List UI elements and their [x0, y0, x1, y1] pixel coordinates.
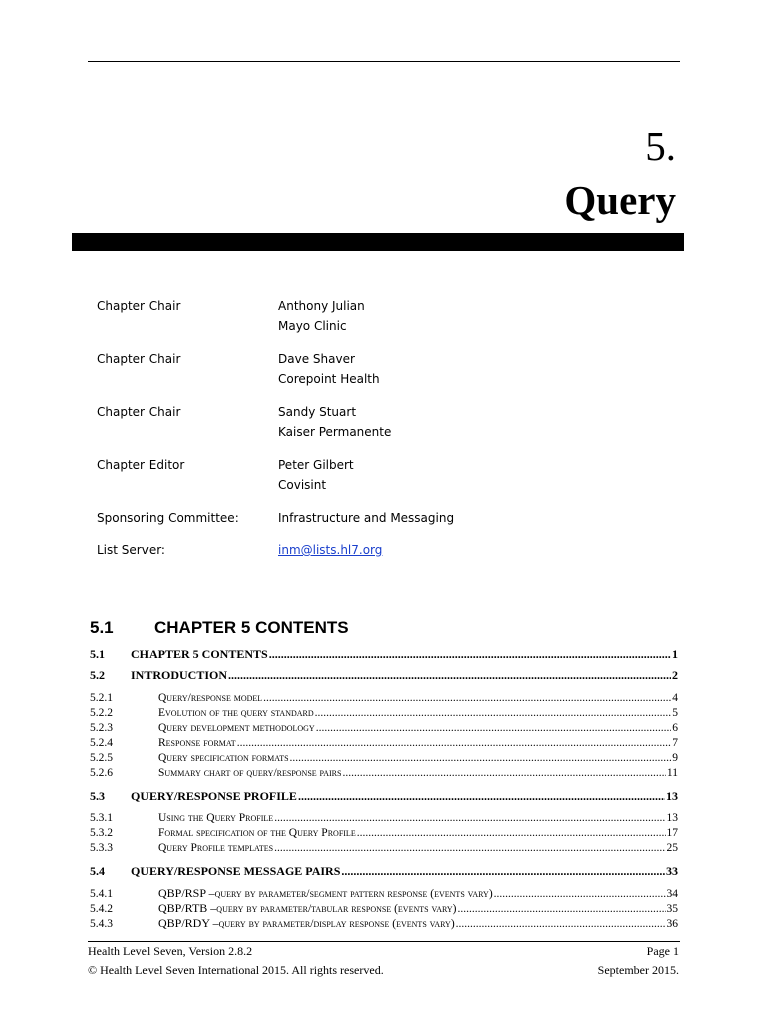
toc-leader	[316, 721, 672, 736]
chapter-number: 5.	[645, 123, 676, 169]
info-label-chair-1: Chapter Chair	[97, 299, 181, 313]
toc-number: 5.2.5	[90, 752, 113, 764]
toc-title-prefix: QBP/RSP –	[158, 886, 215, 900]
toc-title: query by parameter/segment pattern response (events vary)	[214, 888, 493, 900]
toc-page: 34	[666, 888, 678, 900]
toc-page: 25	[666, 842, 678, 854]
toc-entry-5-2-2[interactable]	[90, 706, 678, 721]
info-value-editor-org: Covisint	[278, 478, 327, 492]
toc-title: CHAPTER 5 CONTENTS	[131, 647, 268, 661]
toc-page: 17	[666, 827, 678, 839]
toc-entry-5-2-1[interactable]	[90, 691, 678, 706]
info-value-chair-3-name: Sandy Stuart	[278, 405, 357, 419]
toc-leader	[269, 646, 671, 662]
toc-entry-5-2-4[interactable]	[90, 736, 678, 751]
toc-page: 5	[672, 707, 678, 719]
info-label-chair-3: Chapter Chair	[97, 405, 181, 419]
info-value-chair-1-name: Anthony Julian	[278, 299, 365, 313]
toc-page: 36	[666, 918, 678, 930]
toc-entry-5-2-5[interactable]	[90, 751, 678, 766]
toc-entry-5-4-3[interactable]	[90, 916, 678, 931]
toc-title: query by parameter/tabular response (events vary)	[216, 903, 457, 915]
info-value-sponsoring-committee: Infrastructure and Messaging	[278, 511, 455, 525]
toc-entry-5-3-3[interactable]	[90, 841, 678, 856]
toc-number: 5.2	[90, 668, 105, 682]
toc-number: 5.3.1	[90, 812, 113, 824]
toc-page: 11	[666, 767, 678, 779]
toc-number: 5.3.2	[90, 827, 113, 839]
toc-entry-5-4-1[interactable]	[90, 886, 678, 901]
toc-leader	[342, 766, 665, 781]
toc-title: QUERY/RESPONSE MESSAGE PAIRS	[131, 864, 341, 878]
info-label-list-server: List Server:	[97, 543, 165, 557]
toc-entry-5-2-6[interactable]	[90, 766, 678, 781]
footer-version: Health Level Seven, Version 2.8.2	[88, 944, 253, 958]
toc-title: Query specification formats	[158, 752, 289, 764]
toc-number: 5.1	[90, 647, 105, 661]
toc-page: 13	[666, 789, 678, 803]
toc-entry-5-3-1[interactable]	[90, 811, 678, 826]
info-label-sponsoring-committee: Sponsoring Committee:	[97, 511, 239, 525]
toc-page: 33	[666, 864, 678, 878]
toc-title-prefix: QBP/RDY –	[158, 916, 219, 930]
chapter-title: Query	[564, 177, 676, 223]
info-value-chair-1-org: Mayo Clinic	[278, 319, 347, 333]
toc-title: Query development methodology	[158, 722, 315, 734]
toc-leader	[263, 691, 671, 706]
toc-entry-5-2-3[interactable]	[90, 721, 678, 736]
toc-title: Query/response model	[158, 692, 263, 704]
toc-leader	[456, 917, 666, 932]
info-value-chair-2-name: Dave Shaver	[278, 352, 355, 366]
toc-page: 2	[672, 668, 678, 682]
toc-leader	[228, 667, 671, 683]
toc-title: Query Profile templates	[158, 842, 274, 854]
toc-entry-5-4-2[interactable]	[90, 901, 678, 916]
section-number: 5.1	[90, 618, 114, 637]
toc-entry-5-3[interactable]	[90, 788, 678, 804]
list-server-email-link[interactable]: inm@lists.hl7.org	[278, 543, 383, 557]
toc-leader	[315, 706, 672, 721]
info-label-chair-2: Chapter Chair	[97, 352, 181, 366]
toc-leader	[290, 751, 672, 766]
toc-number: 5.2.1	[90, 692, 113, 704]
toc-page: 1	[672, 647, 678, 661]
toc-leader	[341, 863, 665, 879]
toc-number: 5.2.3	[90, 722, 113, 734]
toc-title: Using the Query Profile	[158, 812, 274, 824]
toc-leader	[357, 826, 666, 841]
toc-entry-5-1[interactable]	[90, 646, 678, 662]
info-value-chair-3-org: Kaiser Permanente	[278, 425, 392, 439]
toc-entry-5-2[interactable]	[90, 667, 678, 683]
toc-number: 5.4	[90, 864, 105, 878]
toc-leader	[274, 811, 665, 826]
toc-page: 35	[666, 903, 678, 915]
toc-page: 9	[672, 752, 678, 764]
toc-title: Summary chart of query/response pairs	[158, 767, 342, 779]
toc-title: QUERY/RESPONSE PROFILE	[131, 789, 297, 803]
toc-number: 5.4.1	[90, 888, 113, 900]
toc-number: 5.2.2	[90, 707, 113, 719]
toc-number: 5.4.3	[90, 918, 113, 930]
toc-leader	[494, 887, 666, 902]
footer-page-number: Page 1	[646, 944, 679, 958]
toc-entry-5-3-2[interactable]	[90, 826, 678, 841]
toc-title: INTRODUCTION	[131, 668, 228, 682]
toc-leader	[457, 902, 665, 917]
toc-leader	[274, 841, 665, 856]
toc-page: 6	[672, 722, 678, 734]
toc-leader	[237, 736, 672, 751]
toc-page: 4	[672, 692, 678, 704]
toc-entry-5-4[interactable]	[90, 863, 678, 879]
toc-number: 5.4.2	[90, 903, 113, 915]
toc-page: 13	[666, 812, 678, 824]
toc-leader	[298, 788, 665, 804]
toc-title: Evolution of the query standard	[158, 707, 314, 719]
chapter-title-bar	[72, 233, 684, 251]
info-value-chair-2-org: Corepoint Health	[278, 372, 380, 386]
info-label-editor: Chapter Editor	[97, 458, 185, 472]
toc-title-prefix: QBP/RTB –	[158, 901, 217, 915]
toc-number: 5.3	[90, 789, 105, 803]
toc-number: 5.2.4	[90, 737, 113, 749]
toc-number: 5.2.6	[90, 767, 113, 779]
toc-number: 5.3.3	[90, 842, 113, 854]
top-rule	[88, 61, 680, 62]
toc-page: 7	[672, 737, 678, 749]
info-value-editor-name: Peter Gilbert	[278, 458, 354, 472]
toc-title: query by parameter/display response (events vary)	[218, 918, 455, 930]
toc-title: Response format	[158, 737, 236, 749]
toc-title: Formal specification of the Query Profile	[158, 827, 356, 839]
footer-date: September 2015.	[597, 963, 679, 977]
section-title: CHAPTER 5 CONTENTS	[154, 618, 349, 637]
footer-copyright: © Health Level Seven International 2015. All rights reserved.	[88, 963, 384, 977]
